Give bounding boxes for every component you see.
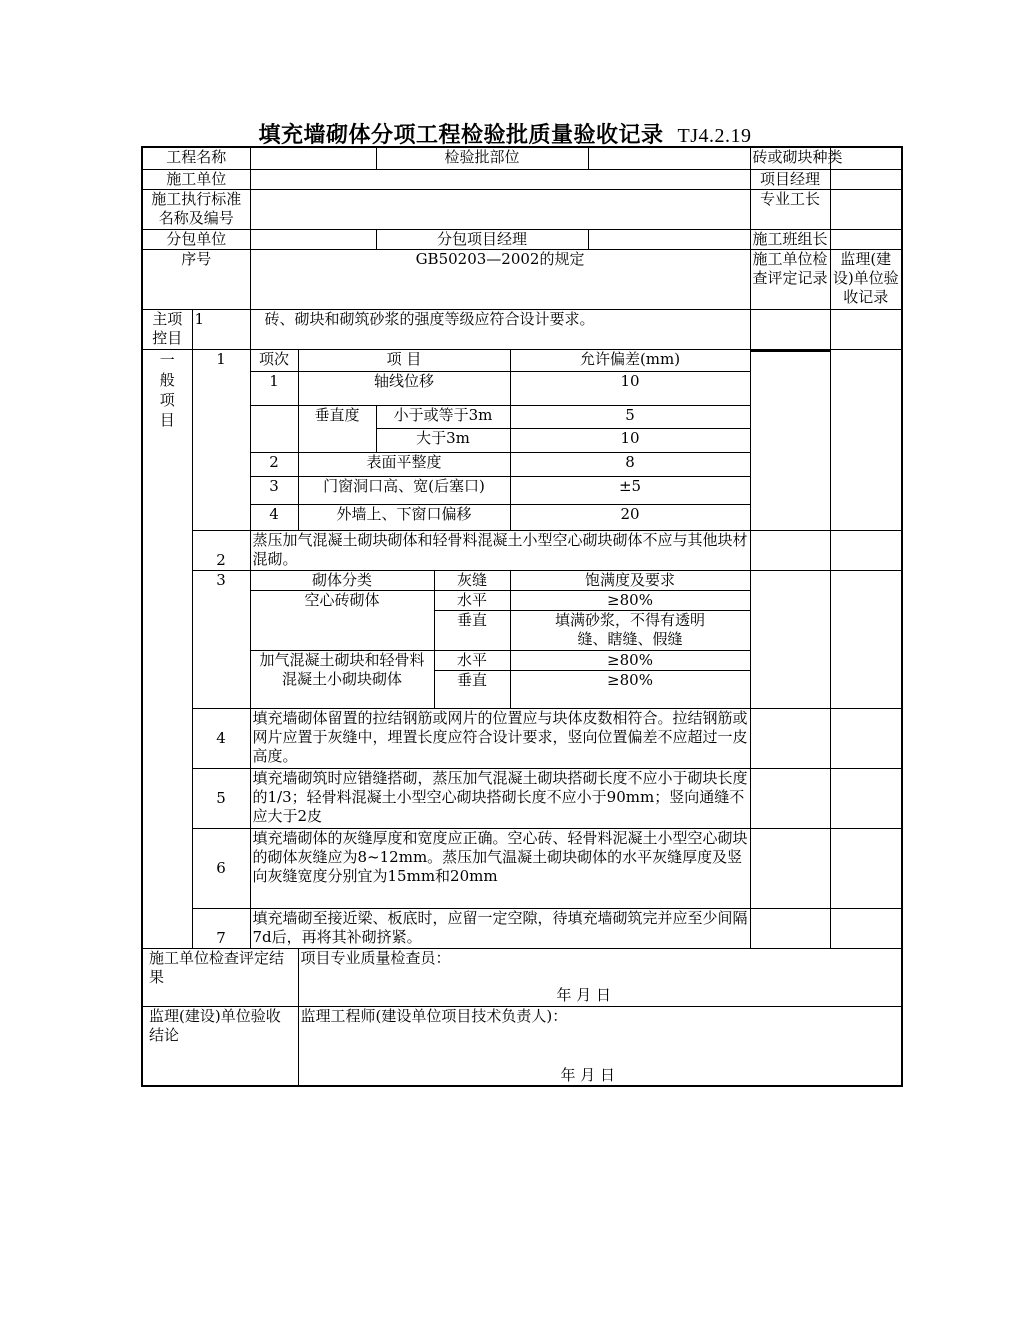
tol-row-value: ±5 [510, 476, 750, 504]
inspection-part-value[interactable] [588, 147, 750, 169]
title-text: 填充墙砌体分项工程检验批质量验收记录 [258, 122, 664, 148]
general-label-cont [142, 530, 192, 570]
project-name-label: 工程名称 [142, 147, 250, 169]
team-leader-value[interactable] [830, 229, 902, 249]
measurement-grid[interactable] [750, 349, 830, 530]
item3-col-req: 饱满度及要求 [510, 570, 750, 590]
general-item7-contractor[interactable] [750, 908, 830, 948]
tol-row-item: 轴线位移 [298, 371, 510, 405]
verticality-label: 垂直度 [298, 405, 376, 452]
general-item3-supervisor[interactable] [830, 570, 902, 708]
col-item: 项 目 [298, 349, 510, 371]
sub-manager-label: 分包项目经理 [376, 229, 588, 249]
supervisor-result-area[interactable] [298, 1006, 902, 1086]
standard-label: 施工执行标准名称及编号 [142, 189, 250, 229]
general-item5-contractor[interactable] [750, 768, 830, 828]
foreman-value[interactable] [830, 189, 902, 229]
supervisor-date: 年 月 日 [560, 1066, 616, 1084]
qc-inspector-label: 项目专业质量检查员： [300, 948, 451, 967]
grid-cell[interactable] [751, 350, 759, 351]
contractor-result-area[interactable] [298, 948, 902, 1006]
general-item2-no: 2 [192, 530, 250, 570]
general-label-text: 一般项目 [159, 350, 175, 429]
fill-requirement: 填满砂浆，不得有透明缝、瞎缝、假缝 [510, 610, 750, 650]
main-control-label: 主项控目 [142, 309, 192, 349]
grid-cell[interactable] [805, 350, 813, 351]
inspection-record-table [141, 146, 903, 1087]
general-item1-supervisor[interactable] [830, 349, 902, 530]
grid-cell[interactable] [766, 350, 774, 351]
foreman-label: 专业工长 [750, 189, 830, 229]
main-control-text: 砖、砌块和砌筑砂浆的强度等级应符合设计要求。 [250, 309, 750, 349]
general-item4-contractor[interactable] [750, 708, 830, 768]
form-code: TJ4.2.19 [677, 125, 752, 147]
general-item2-text: 蒸压加气混凝土砌块砌体和轻骨料混凝土小型空心砌块砌体不应与其他块材混砌。 [250, 530, 750, 570]
col-tolerance: 允许偏差(mm) [510, 349, 750, 371]
joint-horizontal: 水平 [434, 650, 510, 670]
sub-manager-value[interactable] [588, 229, 750, 249]
joint-vertical: 垂直 [434, 670, 510, 708]
grid-cell[interactable] [821, 350, 829, 351]
supervisor-engineer-label: 监理工程师(建设单位项目技术负责人)： [300, 1006, 568, 1025]
grid-cell[interactable] [782, 350, 790, 351]
grid-cell[interactable] [790, 350, 798, 351]
inspection-part-label: 检验批部位 [376, 147, 588, 169]
general-item6-text: 填充墙砌体的灰缝厚度和宽度应正确。空心砖、轻骨料泥凝土小型空心砌块的砌体灰缝应为8~12mm。蒸压加气温凝土砌块砌体的水平灰缝厚度及竖向灰缝宽度分别宜为15mm和20mm [250, 828, 750, 908]
general-label-cont [142, 768, 192, 828]
general-item3-no: 3 [192, 570, 250, 708]
tol-row-item: 门窗洞口高、宽(后塞口) [298, 476, 510, 504]
project-manager-label: 项目经理 [750, 169, 830, 189]
spec-label: GB50203—2002的规定 [250, 249, 750, 309]
team-leader-label: 施工班组长 [750, 229, 830, 249]
general-item6-contractor[interactable] [750, 828, 830, 908]
tol-row-value: 20 [510, 504, 750, 530]
tol-row-no: 1 [250, 371, 298, 405]
main-control-item-no: 1 [192, 309, 250, 349]
hollow-brick-label: 空心砖砌体 [250, 590, 434, 650]
general-item3-contractor[interactable] [750, 570, 830, 708]
aerated-block-label: 加气混凝土砌块和轻骨料混凝土小砌块砌体 [250, 650, 434, 708]
fill-ge80: ≥80% [510, 650, 750, 670]
seq-label: 序号 [142, 249, 250, 309]
general-label-cont [142, 908, 192, 948]
measurement-grid-cells [751, 350, 830, 352]
item3-col-type: 砌体分类 [250, 570, 434, 590]
grid-cell[interactable] [758, 350, 766, 351]
general-item7-supervisor[interactable] [830, 908, 902, 948]
tol-row-value: 8 [510, 452, 750, 476]
main-control-supervisor-record[interactable] [830, 309, 902, 349]
general-item7-no: 7 [192, 908, 250, 948]
grid-cell[interactable] [798, 350, 806, 351]
general-item4-text: 填充墙砌体留置的拉结钢筋或网片的位置应与块体皮数相符合。拉结钢筋或网片应置于灰缝中，埋置长度应符合设计要求，竖向位置偏差不应超过一皮高度。 [250, 708, 750, 768]
project-manager-value[interactable] [830, 169, 902, 189]
general-item5-text: 填充墙砌筑时应错缝搭砌，蒸压加气混凝土砌块搭砌长度不应小于砌块长度的1/3；轻骨料混凝土小型空心砌块搭砌长度不应小于90mm；竖向通缝不应大于2皮 [250, 768, 750, 828]
tol-row-value: 5 [510, 405, 750, 428]
general-item2-contractor[interactable] [750, 530, 830, 570]
general-label-cont [142, 570, 192, 708]
tol-row-no-empty [250, 405, 298, 452]
general-item5-supervisor[interactable] [830, 768, 902, 828]
subcontractor-label: 分包单位 [142, 229, 250, 249]
page-title [0, 118, 1010, 149]
contractor-date: 年 月 日 [556, 985, 612, 1004]
main-control-contractor-record[interactable] [750, 309, 830, 349]
general-item1-no: 1 [192, 349, 250, 530]
general-label-cont [142, 708, 192, 768]
general-item4-no: 4 [192, 708, 250, 768]
tol-row-value: 10 [510, 428, 750, 452]
tol-row-item: 大于3m [376, 428, 510, 452]
fill-ge80: ≥80% [510, 590, 750, 610]
project-name-value[interactable] [250, 147, 376, 169]
supervisor-result-label: 监理(建设)单位验收结论 [142, 1006, 298, 1086]
general-label [142, 349, 192, 530]
contractor-value[interactable] [250, 169, 750, 189]
tol-row-no: 2 [250, 452, 298, 476]
tol-row-item: 小于或等于3m [376, 405, 510, 428]
item3-col-joint: 灰缝 [434, 570, 510, 590]
general-item5-no: 5 [192, 768, 250, 828]
tol-row-value: 10 [510, 371, 750, 405]
contractor-result-label: 施工单位检查评定结果 [142, 948, 298, 1006]
joint-horizontal: 水平 [434, 590, 510, 610]
block-type-label: 砖或砌块种类 [750, 147, 830, 169]
general-item4-supervisor[interactable] [830, 708, 902, 768]
general-item2-supervisor[interactable] [830, 530, 902, 570]
grid-cell[interactable] [813, 350, 821, 351]
grid-cell[interactable] [774, 350, 782, 351]
standard-value[interactable] [250, 189, 750, 229]
joint-vertical: 垂直 [434, 610, 510, 650]
general-label-cont [142, 828, 192, 908]
tol-row-item: 外墙上、下窗口偏移 [298, 504, 510, 530]
general-item7-text: 填充墙砌至接近梁、板底时，应留一定空隙，待填充墙砌筑完并应至少间隔7d后，再将其补砌挤紧。 [250, 908, 750, 948]
fill-ge80: ≥80% [510, 670, 750, 708]
subcontractor-value[interactable] [250, 229, 376, 249]
contractor-label: 施工单位 [142, 169, 250, 189]
tol-row-no: 3 [250, 476, 298, 504]
tol-row-no: 4 [250, 504, 298, 530]
contractor-check-label: 施工单位检查评定记录 [750, 249, 830, 309]
col-item-no: 项次 [250, 349, 298, 371]
general-item6-no: 6 [192, 828, 250, 908]
tol-row-item: 表面平整度 [298, 452, 510, 476]
general-item6-supervisor[interactable] [830, 828, 902, 908]
supervisor-check-label: 监理(建设)单位验收记录 [830, 249, 902, 309]
